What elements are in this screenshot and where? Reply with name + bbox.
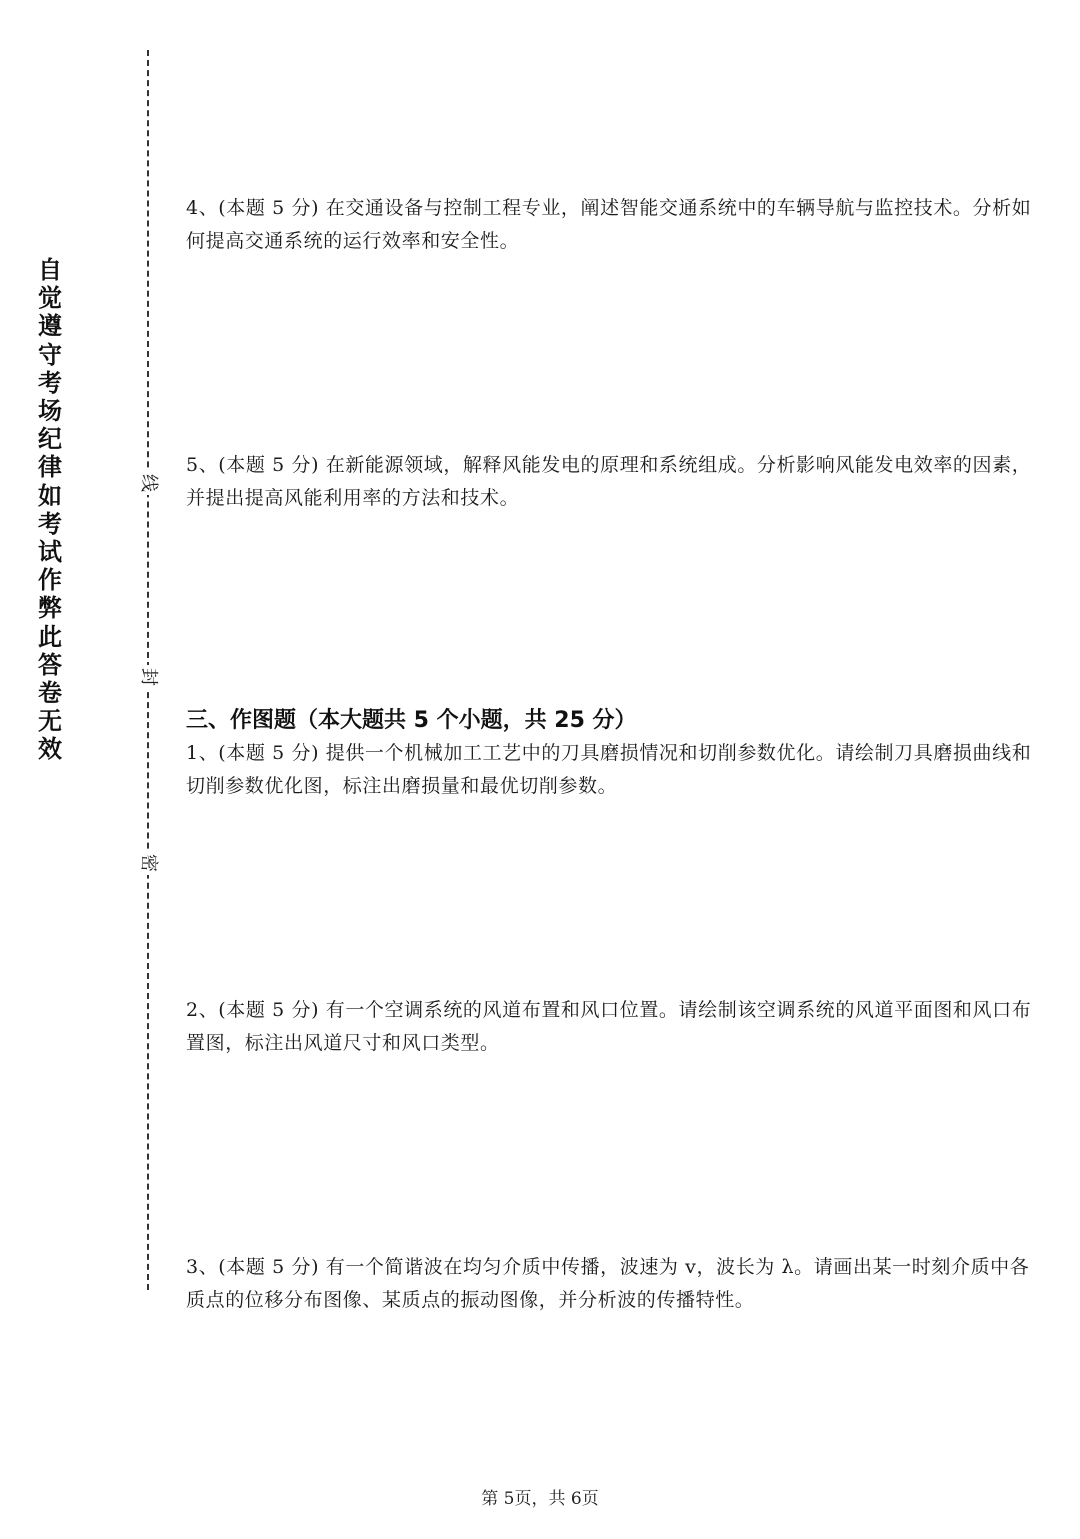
seal-mark-xian: 线 <box>135 471 161 495</box>
section-3-title: 三、作图题（本大题共 5 个小题，共 25 分） <box>186 708 637 733</box>
seal-mark-feng: 封 <box>135 665 161 689</box>
seal-mark-mi: 密 <box>135 851 161 875</box>
drawing-question-1: 1、(本题 5 分) 提供一个机械加工工艺中的刀具磨损情况和切削参数优化。请绘制刀具磨损曲线和切削参数优化图，标注出磨损量和最优切削参数。 <box>186 742 1032 797</box>
page-number: 第 5页，共 6页 <box>481 1489 599 1509</box>
exam-discipline-notice: 自觉遵守考场纪律如考试作弊此答卷无效 <box>38 256 62 764</box>
drawing-question-3: 3、(本题 5 分) 有一个简谐波在均匀介质中传播，波速为 v，波长为 λ。请画出某一时刻介质中各质点的位移分布图像、某质点的振动图像，并分析波的传播特性。 <box>186 1256 1030 1311</box>
drawing-question-2: 2、(本题 5 分) 有一个空调系统的风道布置和风口位置。请绘制该空调系统的风道平面图和风口布置图，标注出风道尺寸和风口类型。 <box>186 999 1032 1054</box>
question-5: 5、(本题 5 分) 在新能源领域，解释风能发电的原理和系统组成。分析影响风能发电效率的因素，并提出提高风能利用率的方法和技术。 <box>186 454 1032 509</box>
question-4: 4、(本题 5 分) 在交通设备与控制工程专业，阐述智能交通系统中的车辆导航与监控技术。分析如何提高交通系统的运行效率和安全性。 <box>186 197 1032 252</box>
